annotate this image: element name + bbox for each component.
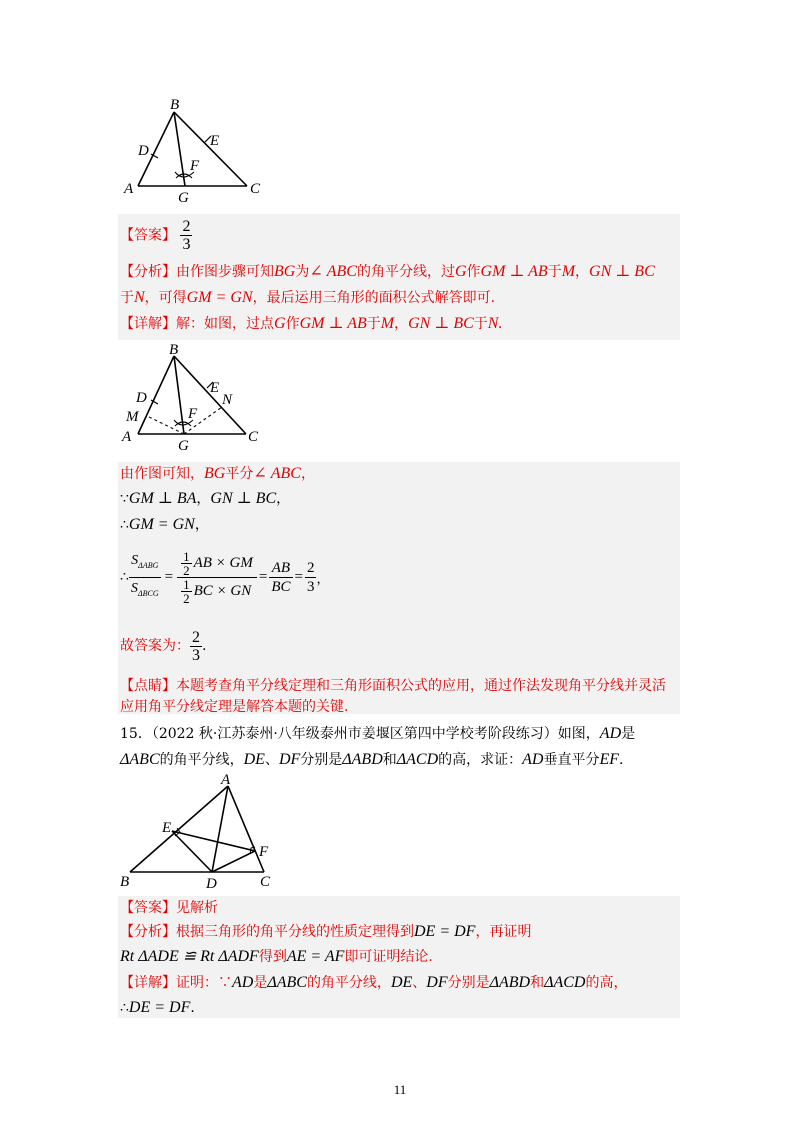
label-d: D [136,390,147,406]
label-d: D [206,876,217,892]
q15-detail-line-2: ∴DE = DF. [120,999,195,1016]
label-b: B [169,342,179,358]
label-e: E [210,133,220,149]
ratio-area-fraction: $\frac{1}{2}$ AB × GM $\frac{1}{2}$ BC × GN [177,550,257,605]
label-e: E [162,820,172,836]
label-a: A [221,774,231,788]
ratio-ab-bc: $\frac{AB}{BC}$ [271,559,291,595]
q15-analysis-line-1: 【分析】根据三角形的角平分线的性质定理得到DE = DF，再证明 [120,923,532,940]
final-answer: 故答案为： $\frac{2}{3}$ . [120,628,207,664]
analysis-line-2: 于N，可得GM = GN，最后运用三角形的面积公式解答即可. [120,289,496,306]
question-15-line-1: 15．（2022 秋·江苏泰州·八年级泰州市姜堰区第四中学校考阶段练习）如图，AD是 [120,725,636,742]
label-n: N [222,392,233,408]
label-f: F [190,158,200,174]
label-b: B [170,98,180,113]
comment-line-1: 【点睛】本题考查角平分线定理和三角形面积公式的应用，通过作法发现角平分线并灵活 [120,678,666,694]
step-2: ∵GM ⊥ BA，GN ⊥ BC， [120,490,291,507]
page-number: 11 [393,1082,407,1097]
figure-triangle-2 [118,342,264,454]
q15-analysis-line-2: Rt ΔADE ≌ Rt ΔADF得到AE = AF即可证明结论. [120,948,433,965]
label-g: G [178,438,189,454]
area-ratio-formula: ∴ $\frac{S_{\Delta ABG}}{S_{\Delta BCG}}$ = $\frac{1}{2}$ AB × GM $\frac{1}{2}$ BC × GN = $\frac{AB}{BC}$ = $\frac{2}{3}$ ， [120,548,330,606]
label-d: D [138,143,149,159]
comment-line-2: 应用角平分线定理是解答本题的关键. [120,699,349,715]
label-c: C [250,181,261,197]
figure-triangle-1 [120,98,280,210]
analysis-line-1: 【分析】由作图步骤可知BG为∠ ABC的角平分线，过G作GM ⊥ AB于M，GN ⊥ BC [120,263,655,280]
label-c: C [248,429,259,445]
label-b: B [120,874,130,890]
detail-line: 【详解】解：如图，过点G作GM ⊥ AB于M，GN ⊥ BC于N. [120,315,503,332]
label-f: F [259,844,269,860]
label-m: M [126,409,139,425]
ratio-result: $\frac{2}{3}$ [306,559,315,595]
step-3: ∴GM = GN， [120,516,209,533]
label-a: A [124,181,134,197]
answer-tag: 【答案】 [120,227,176,244]
label-f: F [188,406,198,422]
label-g: G [178,190,189,206]
final-fraction: $\frac{2}{3}$ [192,628,200,664]
question-15-line-2: ΔABC的角平分线，DE、DF分别是ΔABD和ΔACD的高，求证：AD垂直平分EF. [120,751,624,768]
step-1: 由作图可知，BG平分∠ ABC， [120,465,315,482]
q15-detail-line-1: 【详解】证明：∵AD是ΔABC的角平分线，DE、DF分别是ΔABD和ΔACD的高， [120,974,628,991]
label-a: A [122,429,132,445]
figure-triangle-3 [118,774,288,892]
ratio-s-fraction: $\frac{S_{\Delta ABG}}{S_{\Delta BCG}}$ [129,550,161,605]
label-c: C [260,874,271,890]
answer-line [120,218,192,253]
q15-answer: 【答案】见解析 [120,900,218,916]
label-e: E [210,380,220,396]
answer-fraction: $\frac{2}{3}$ [182,218,191,253]
